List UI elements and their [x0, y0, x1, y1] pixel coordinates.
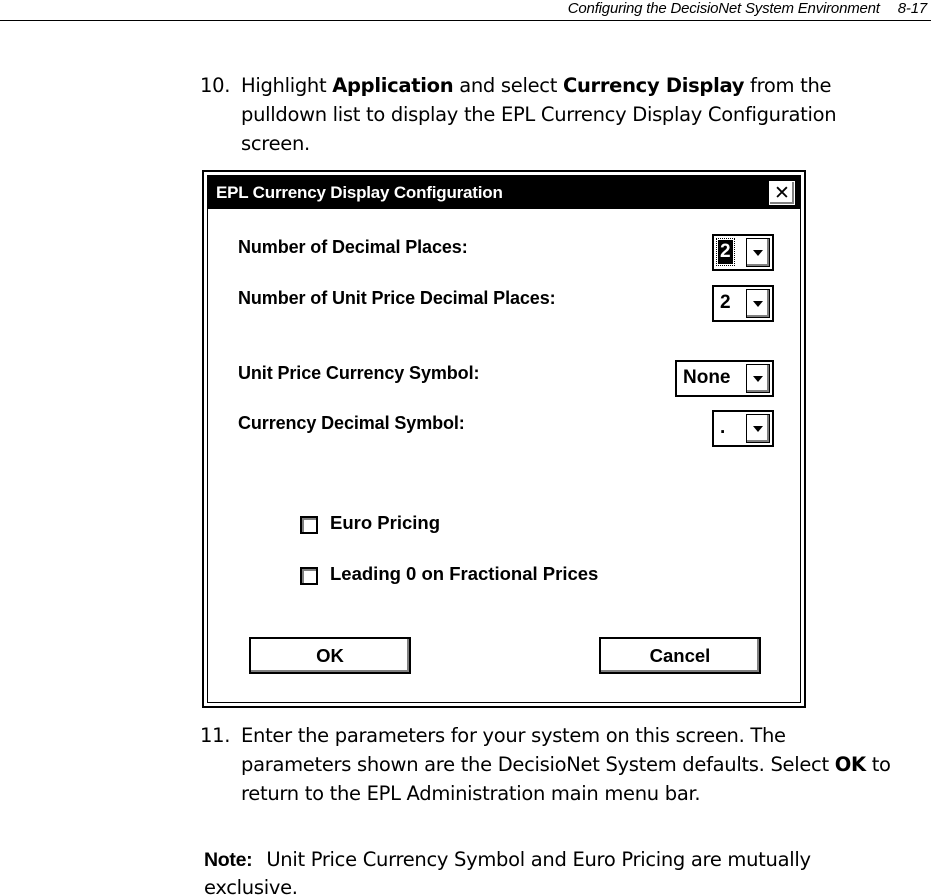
dialog-titlebar[interactable]	[208, 176, 800, 209]
cancel-button[interactable]: Cancel	[599, 637, 761, 674]
euro-pricing-checkbox[interactable]	[300, 516, 318, 534]
ok-term: OK	[834, 753, 866, 776]
text-run: from the	[744, 74, 832, 97]
currency-symbol-select[interactable]	[675, 360, 774, 397]
step-line-3: return to the EPL Administration main menu bar.	[241, 782, 701, 805]
text-run: to	[865, 753, 891, 776]
leading-zero-checkbox[interactable]	[300, 567, 318, 585]
unit-price-decimal-places-label: Number of Unit Price Decimal Places:	[238, 288, 556, 308]
dropdown-arrow-icon[interactable]	[746, 289, 770, 318]
close-icon: ✕	[774, 182, 790, 204]
note	[204, 846, 931, 896]
decimal-places-select[interactable]	[712, 234, 774, 271]
unit-price-decimal-places-value: 2	[720, 292, 731, 313]
page-number: 8-17	[897, 0, 927, 17]
note-line-1	[204, 846, 931, 874]
euro-pricing-label[interactable]: Euro Pricing	[330, 512, 440, 533]
step-line-1: Enter the parameters for your system on this screen. The	[241, 724, 786, 747]
note-label: Note:	[204, 849, 253, 871]
header-rule	[0, 20, 931, 21]
text-run: Highlight	[241, 74, 333, 97]
dropdown-arrow-icon[interactable]	[746, 238, 770, 267]
currency-display-dialog	[202, 170, 806, 708]
decimal-symbol-value: .	[720, 417, 726, 438]
step-line-3: screen.	[241, 132, 310, 155]
running-head	[568, 0, 927, 17]
unit-price-decimal-places-select[interactable]	[712, 285, 774, 322]
dropdown-arrow-icon[interactable]	[746, 414, 770, 443]
step-number: 11.	[200, 724, 231, 747]
running-head-title: Configuring the DecisioNet System Environment	[567, 0, 880, 17]
note-line-2: exclusive.	[204, 876, 298, 896]
step-text	[241, 71, 836, 158]
currency-symbol-label: Unit Price Currency Symbol:	[238, 363, 480, 383]
step-line-2: pulldown list to display the EPL Currency Display Configuration	[241, 103, 837, 126]
ok-button[interactable]: OK	[249, 637, 411, 674]
leading-zero-label[interactable]: Leading 0 on Fractional Prices	[330, 563, 599, 584]
decimal-symbol-label: Currency Decimal Symbol:	[238, 413, 465, 433]
decimal-symbol-select[interactable]	[712, 410, 774, 447]
text-run: parameters shown are the DecisioNet System defaults. Select	[241, 753, 835, 776]
decimal-places-value: 2	[720, 241, 731, 262]
text-run: and select	[453, 74, 563, 97]
step-number: 10.	[200, 74, 231, 97]
menu-term-application: Application	[332, 74, 454, 97]
step-line-1	[241, 71, 836, 100]
note-text: Unit Price Currency Symbol and Euro Pricing are mutually	[266, 848, 811, 871]
dialog-title: EPL Currency Display Configuration	[216, 183, 503, 202]
close-button[interactable]	[769, 181, 795, 205]
step-line-2	[241, 750, 891, 779]
currency-symbol-value: None	[683, 367, 731, 388]
dropdown-arrow-icon[interactable]	[746, 364, 770, 393]
menu-term-currency-display: Currency Display	[562, 74, 745, 97]
step-text	[241, 721, 891, 808]
decimal-places-label: Number of Decimal Places:	[238, 237, 468, 257]
